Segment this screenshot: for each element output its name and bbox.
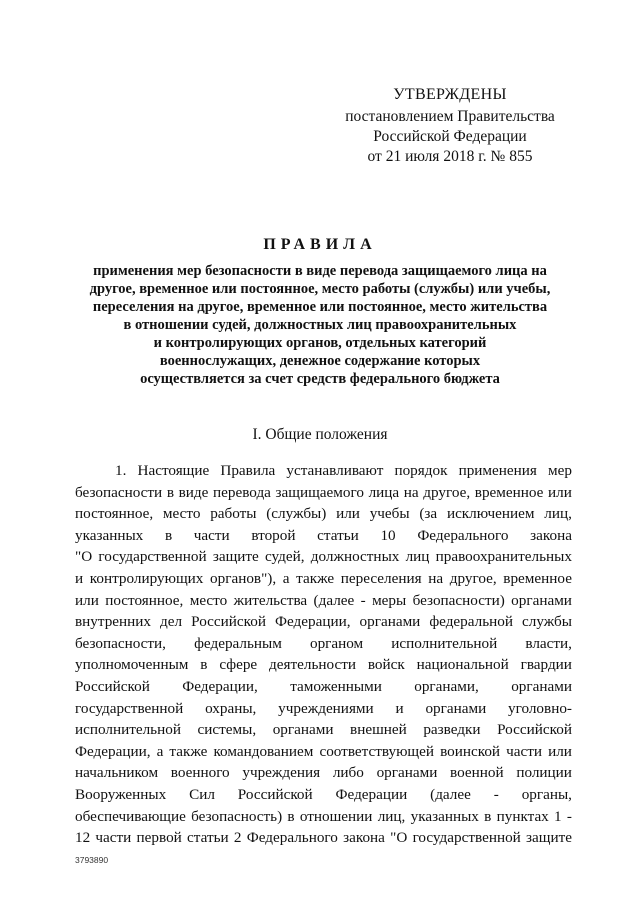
document-title: ПРАВИЛА bbox=[263, 236, 377, 253]
paragraph-line bbox=[75, 611, 572, 633]
word: также bbox=[169, 742, 208, 760]
word: 12 bbox=[75, 829, 91, 847]
word: (за bbox=[419, 505, 438, 523]
word: Федерации, bbox=[75, 742, 151, 760]
word: государственной bbox=[412, 829, 521, 847]
word: постоянное, bbox=[75, 505, 154, 523]
word: учреждения bbox=[242, 764, 321, 782]
subtitle-line: и контролирующих органов, отдельных категорий bbox=[153, 335, 487, 351]
word: (далее bbox=[430, 785, 471, 803]
paragraph-line bbox=[75, 568, 572, 590]
word: на bbox=[428, 569, 444, 587]
approval-line-1: постановлением Правительства bbox=[345, 108, 555, 125]
word: органом bbox=[309, 634, 364, 652]
word: части bbox=[95, 829, 132, 847]
word: а bbox=[156, 742, 164, 760]
subtitle-line: осуществляется за счет средств федерального бюджета bbox=[140, 371, 500, 387]
word: в bbox=[287, 807, 295, 825]
paragraph-line bbox=[75, 546, 572, 568]
word: лиц, bbox=[377, 807, 406, 825]
word: органы, bbox=[521, 785, 572, 803]
word: и bbox=[395, 699, 404, 717]
word: разведки bbox=[423, 721, 481, 739]
word: устанавливают bbox=[286, 462, 384, 479]
paragraph-line bbox=[75, 827, 572, 849]
word: Федерации, bbox=[275, 613, 351, 631]
paragraph-line bbox=[75, 676, 572, 698]
document-subtitle bbox=[60, 262, 580, 388]
subtitle-line: военнослужащих, денежное содержание которых bbox=[159, 353, 481, 369]
approval-heading: УТВЕРЖДЕНЫ bbox=[393, 86, 507, 103]
word: 10 bbox=[380, 526, 396, 544]
word: части bbox=[193, 526, 230, 544]
word: полиции bbox=[516, 764, 572, 782]
paragraph-line bbox=[75, 633, 572, 655]
word: сфере bbox=[219, 656, 258, 674]
word: перевода bbox=[213, 483, 271, 501]
word: безопасности bbox=[75, 483, 163, 501]
subtitle-line: в отношении судей, должностных лиц правоохранительных bbox=[123, 317, 517, 333]
word: защищаемого bbox=[275, 483, 364, 501]
paragraph-1 bbox=[75, 460, 572, 849]
word: органами bbox=[511, 677, 572, 695]
word: порядок bbox=[394, 462, 448, 479]
word: войск bbox=[367, 656, 405, 674]
word: дел bbox=[160, 613, 183, 631]
word: безопасность) bbox=[191, 807, 283, 825]
word: уполномоченным bbox=[75, 656, 189, 674]
word: службы bbox=[522, 613, 572, 631]
word: Российской bbox=[237, 785, 313, 803]
word: соответствующей bbox=[319, 742, 434, 760]
word: государственной bbox=[75, 699, 184, 717]
word: внешней bbox=[350, 721, 407, 739]
word: правоохранительных bbox=[435, 548, 572, 566]
word: первой bbox=[136, 829, 182, 847]
word: Правила bbox=[220, 462, 276, 479]
paragraph-line bbox=[75, 741, 572, 763]
word: Российской bbox=[191, 613, 266, 631]
word: Российской bbox=[75, 677, 150, 695]
word: мер bbox=[548, 462, 572, 479]
word: указанных bbox=[75, 526, 144, 544]
word: "О bbox=[390, 829, 408, 847]
paragraph-line bbox=[75, 525, 572, 547]
word: Настоящие bbox=[137, 462, 210, 479]
word: а bbox=[282, 569, 290, 587]
word: и bbox=[75, 569, 84, 587]
word: закона bbox=[530, 526, 572, 544]
word: обеспечивающие bbox=[75, 807, 186, 825]
paragraph-line bbox=[75, 590, 572, 612]
paragraph-line bbox=[75, 806, 572, 828]
word: лица bbox=[368, 483, 400, 501]
word: государственной bbox=[98, 548, 207, 566]
word: временное bbox=[474, 483, 544, 501]
subtitle-line: применения мер безопасности в виде перевода защищаемого лица на bbox=[93, 263, 547, 279]
word: (далее bbox=[313, 591, 355, 609]
word: должностных bbox=[310, 548, 400, 566]
word: или bbox=[75, 591, 99, 609]
word: "О bbox=[75, 548, 93, 566]
word: на bbox=[403, 483, 419, 501]
subtitle-line: переселения на другое, временное или постоянное, место жительства bbox=[92, 299, 548, 315]
word: Федерации, bbox=[182, 677, 258, 695]
word: переселения bbox=[340, 569, 422, 587]
word: учебы bbox=[369, 505, 410, 523]
word: органами bbox=[359, 613, 421, 631]
word: меры bbox=[372, 591, 407, 609]
word: другое, bbox=[449, 569, 497, 587]
word: Российской bbox=[497, 721, 572, 739]
word: федеральным bbox=[194, 634, 282, 652]
word: таможенными bbox=[290, 677, 382, 695]
word: указанных bbox=[410, 807, 479, 825]
word: органами bbox=[511, 591, 572, 609]
word: исключением bbox=[446, 505, 535, 523]
word: или bbox=[548, 483, 572, 501]
word: 1 bbox=[554, 807, 562, 825]
word: воинской bbox=[440, 742, 501, 760]
word: постоянное, bbox=[105, 591, 184, 609]
word: охраны, bbox=[205, 699, 257, 717]
subtitle-line: другое, временное или постоянное, место работы (службы) или учебы, bbox=[89, 281, 551, 297]
word: исполнительной bbox=[391, 634, 498, 652]
word: органами, bbox=[414, 677, 479, 695]
word: командованием bbox=[213, 742, 314, 760]
word: временное bbox=[503, 569, 572, 587]
word: учреждениями bbox=[278, 699, 374, 717]
word: органами bbox=[425, 699, 487, 717]
word: место bbox=[189, 591, 228, 609]
word: применения bbox=[458, 462, 537, 479]
word: федеральной bbox=[429, 613, 514, 631]
word: системы, bbox=[197, 721, 257, 739]
paragraph-line bbox=[75, 482, 572, 504]
word: Сил bbox=[189, 785, 215, 803]
word: части bbox=[506, 742, 543, 760]
word: статьи bbox=[317, 526, 359, 544]
word: или bbox=[336, 505, 360, 523]
word: органами bbox=[376, 764, 438, 782]
word: (службы) bbox=[266, 505, 327, 523]
word: второй bbox=[251, 526, 296, 544]
word: начальником bbox=[75, 764, 159, 782]
word: также bbox=[296, 569, 335, 587]
word: либо bbox=[332, 764, 364, 782]
word: военной bbox=[450, 764, 504, 782]
word: в bbox=[484, 807, 492, 825]
word: 2 bbox=[233, 829, 242, 847]
word: исполнительной bbox=[75, 721, 181, 739]
word: в bbox=[166, 483, 174, 501]
word: власти, bbox=[525, 634, 572, 652]
word: Вооруженных bbox=[75, 785, 167, 803]
word: Федерации bbox=[335, 785, 408, 803]
word: 1. bbox=[115, 462, 127, 479]
paragraph-line bbox=[75, 698, 572, 720]
word: виде bbox=[178, 483, 209, 501]
word: в bbox=[164, 526, 173, 544]
word: гвардии bbox=[520, 656, 572, 674]
word: - bbox=[493, 785, 499, 803]
word: уголовно- bbox=[508, 699, 572, 717]
word: Федерального bbox=[246, 829, 338, 847]
word: - bbox=[360, 591, 366, 609]
word: лиц, bbox=[544, 505, 572, 523]
paragraph-line bbox=[75, 460, 572, 482]
word: другое, bbox=[423, 483, 471, 501]
word: пунктах bbox=[496, 807, 549, 825]
word: в bbox=[200, 656, 208, 674]
word: безопасности, bbox=[75, 634, 166, 652]
word: органами bbox=[272, 721, 334, 739]
paragraph-line bbox=[75, 654, 572, 676]
word: - bbox=[566, 807, 572, 825]
word: лиц bbox=[405, 548, 430, 566]
word: национальной bbox=[416, 656, 509, 674]
word: военного bbox=[170, 764, 230, 782]
word: контролирующих bbox=[89, 569, 204, 587]
word: Федерального bbox=[417, 526, 509, 544]
paragraph-line bbox=[75, 503, 572, 525]
word: судей, bbox=[264, 548, 305, 566]
paragraph-line bbox=[75, 784, 572, 806]
word: деятельности bbox=[269, 656, 356, 674]
document-code: 3793890 bbox=[75, 855, 109, 865]
word: жительства bbox=[233, 591, 308, 609]
word: защите bbox=[526, 829, 572, 847]
word: органов"), bbox=[210, 569, 277, 587]
paragraph-line bbox=[75, 762, 572, 784]
section-heading: I. Общие положения bbox=[252, 426, 388, 443]
word: или bbox=[548, 742, 572, 760]
word: отношении bbox=[299, 807, 373, 825]
word: работы bbox=[210, 505, 257, 523]
word: безопасности) bbox=[412, 591, 505, 609]
word: внутренних bbox=[75, 613, 152, 631]
approval-line-3: от 21 июля 2018 г. № 855 bbox=[367, 148, 533, 165]
word: статьи bbox=[187, 829, 229, 847]
approval-line-2: Российской Федерации bbox=[373, 128, 527, 145]
word: закона bbox=[343, 829, 385, 847]
paragraph-line bbox=[75, 719, 572, 741]
word: защите bbox=[212, 548, 259, 566]
approval-stamp bbox=[330, 85, 570, 167]
word: место bbox=[162, 505, 201, 523]
